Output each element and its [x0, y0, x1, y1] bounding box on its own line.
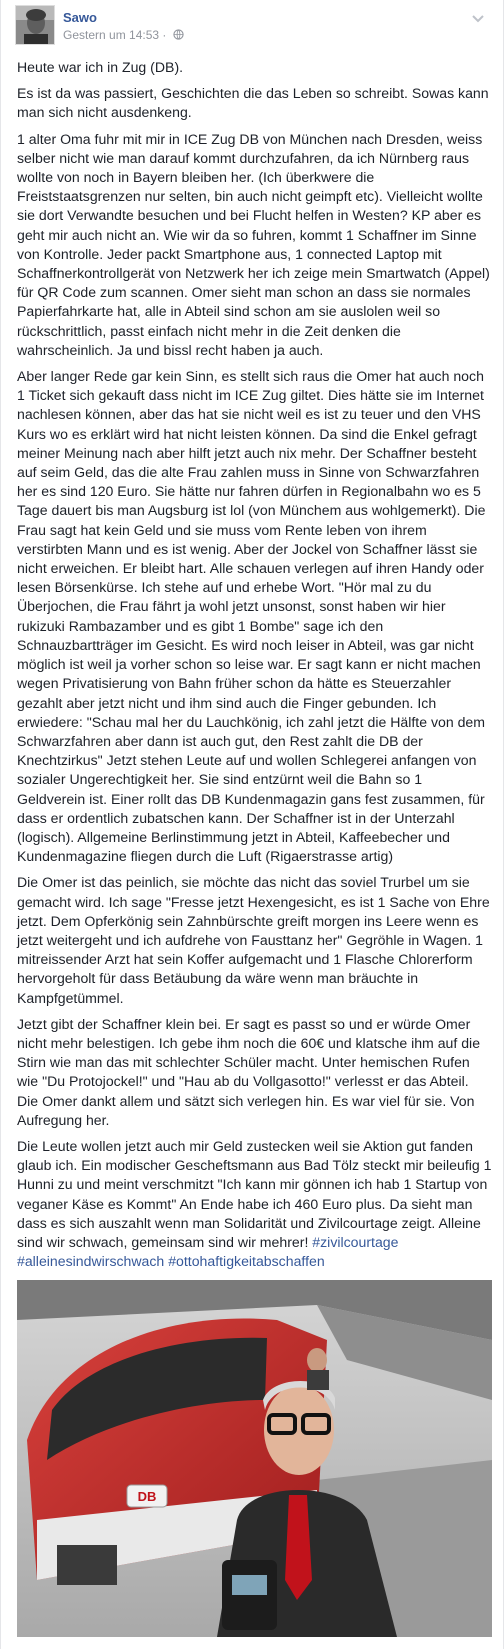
paragraph: Jetzt gibt der Schaffner klein bei. Er sagt es passt so und er würde Omer nicht mehr belestigen. Ich gebe ihm noch die 60€ und klatsche ihm auf die Stirn wie man das mit schlechter Schüler macht. Unter hemischen Rufen wie "Du Protojockel!" und "Hau ab du Vollgasotto!" verlesst er das Abteil. Die Omer dankt allem und sätzt sich verlegen hin. Es war viel für sie. Von Aufregung her.: [17, 1015, 481, 1128]
avatar[interactable]: [15, 5, 55, 45]
last-paragraph: [17, 1137, 492, 1271]
paragraph: Heute war ich in Zug (DB).: [17, 59, 184, 75]
post-header: [15, 5, 493, 47]
paragraph: Die Omer ist das peinlich, sie möchte das nicht das soviel Trurbel um sie gemacht wird. Ich sage "Fresse jetzt Hexengesicht, es ist 1 Sache von Ehre jetzt. Dem Opferkönig sein Zahnbürschte greift morgen ins Leere wenn es jetzt weitergeht und ich aufdrehe von Fausttanz her" Gegröhle in Wagen. 1 mitreissender Arzt hat sein Koffer aufgemacht und 1 Flasche Chlorerform hervorgeholt für dass Betäubung da wäre wenn man bräuchte in Kampfgetümmel.: [17, 874, 490, 1006]
post-meta: [63, 28, 184, 43]
avatar-image: [16, 6, 55, 45]
timestamp[interactable]: Gestern um 14:53 ·: [63, 28, 167, 42]
hashtag-link[interactable]: #alleinesindwirschwach: [17, 1253, 165, 1270]
db-logo-text: DB: [137, 1489, 157, 1504]
hashtag-link[interactable]: #ottohaftigkeitabschaffen: [168, 1253, 325, 1270]
hashtag-link[interactable]: #zivilcourtage: [312, 1233, 399, 1250]
post-text: [17, 58, 492, 1278]
author-name[interactable]: Sawo: [63, 10, 97, 25]
paragraph: Aber langer Rede gar kein Sinn, es stellt sich raus die Omer hat auch noch 1 Ticket sich gekauft dass nicht im ICE Zug giltet. Dies hätte sie im Internet nachlesen können, aber das hat sie nicht weil es ist zu teuer und den VHS Kurs wo es erklärt wird hat nicht leisten können. Da sind die Enkel gefragt meiner Meinung nach aber hilft jetzt auch nix mehr. Der Schaffner besteht auf seim Geld, das die alte Frau zahlen muss in Sinne von Schwarzfahren her es sind 120 Euro. Sie hätte nur fahren dürfen in Regionalbahn wo es 5 Tage dauert bis man Augsburg ist lol (von Münchem aus wohlgemerkt). Die Frau sagt hat kein Geld und sie muss vom Rente leben von ihrem verstirbten Mann und es ist wenig. Aber der Jockel von Schaffner lässt sie nicht erweichen. Er bleibt hart. Alle schauen verlegen auf ihren Handy oder lesen Börsenkürse. Ich stehe auf und erhebe Wort. "Hör mal zu du Überjochen, die Frau fährt ja wohl jetzt unsonst, sonst haben wir hier rukizuki Rambazamber und es gibt 1 Bombe" sage ich den Schnauzbartträger im Gesicht. Es wird noch leiser in Abteil, was gar nicht möglich ist weil ja vorher schon so leise war. Er sagt kann er nicht machen wegen Privatisierung von Bahn früher schon da hätte es Steuerzahler gezahlt aber jetzt nicht und ihm sind auch die Finger gebunden. Ich erwiedere: "Schau mal her du Lauchkönig, ich zahl jetzt die Hälfte von dem Schwarzfahren aber dann ist auch gut, den Rest zahlt die DB der Knechtzirkus" Jetzt stehen Leute auf und wollen Schlegerei anfangen von sozialer Ungerechtigkeit her. Sie sind entzürnt weil die Bahn so 1 Geldverein ist. Einer rollt das DB Kundenmagazin gans fest zusammen, für dass er ordentlich zubatschen kann. Der Schaffner ist in der Unterzahl (logisch). Allgemeine Berlinstimmung jetzt in Abteil, Kaffeebecher und Kundenmagazine fliegen durch die Luft (Rigaerstrasse artig): [17, 368, 486, 865]
post-photo[interactable]: [17, 1280, 492, 1637]
globe-icon: [173, 29, 184, 43]
chevron-down-icon[interactable]: [471, 11, 485, 21]
paragraph: 1 alter Oma fuhr mit mir in ICE Zug DB von München nach Dresden, weiss selber nicht wie man darauf kommt durchzufahren, da ich Nürnberg raus wollte von noch in Bayern bleiben her. (Ich überkwere die Freiststaatsgrenzen nur selten, bin auch nicht geimpft etc). Vielleicht wollte sie dort Verwandte besuchen und bei Flucht helfen in Westen? KP aber es geht mir auch nicht an. Wie wir da so fuhren, kommt 1 Schaffner im Sinne von Kontrolle. Jeder packt Smartphone aus, 1 connected Laptop mit Schaffnerkontrollgerät von Netzwerk her ich zeige mein Smartwatch (Appel) für QR Code zum scannen. Omer sieht man schon an dass sie normales Papierfahrkarte hat, alle in Abteil sind schon am sie auslolen weil so rückschrittlich, passt einfach nicht mehr in die Zeit denken die wahrscheinlich. Ja und bissl recht haben ja auch.: [17, 130, 490, 358]
paragraph: Es ist da was passiert, Geschichten die das Leben so schreibt. Sowas kann man sich nicht ausdenkeng.: [17, 85, 489, 121]
train-conductor-photo: [17, 1280, 492, 1637]
paragraph-text: Die Leute wollen jetzt auch mir Geld zustecken weil sie Aktion gut fanden glaub ich. Ein modischer Gescheftsmann aus Bad Tölz steckt mir beileufig 1 Hunni zu und meint verschmitzt "Ich kann mir gönnen ich hab 1 Startup von veganer Käse es Kommt" An Ende habe ich 460 Euro plus. Da sieht man dass es sich auszahlt wenn man Solidarität und Zivilcourtage zeigt. Alleine sind wir schwach, gemeinsam sind wir mehrer!: [17, 1137, 492, 1250]
